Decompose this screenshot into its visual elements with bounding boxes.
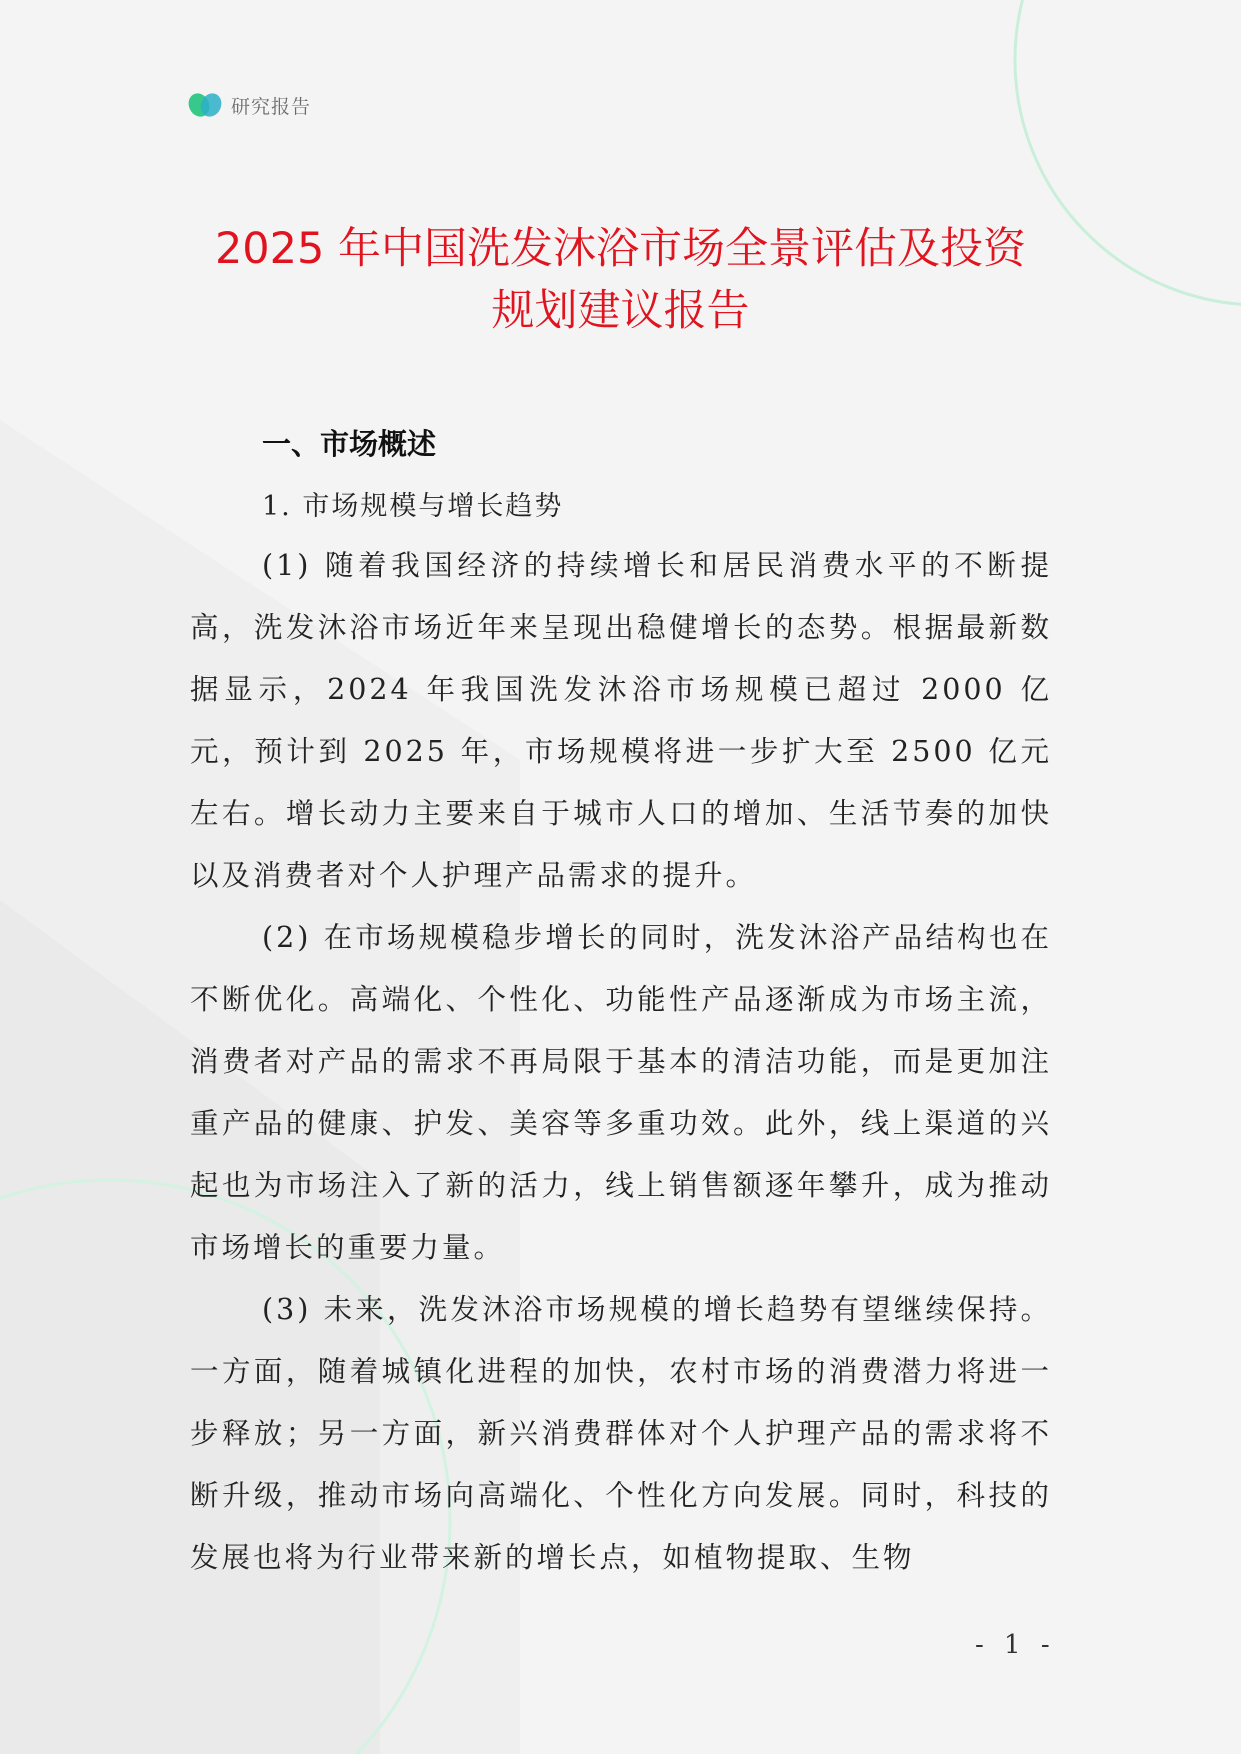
title-line-2: 规划建议报告 xyxy=(491,286,750,336)
section-heading: 一、市场概述 xyxy=(262,427,437,461)
paragraph-3: (3) 未来，洗发沐浴市场规模的增长趋势有望继续保持。一方面，随着城镇化进程的加快，农村市场的消费潜力将进一步释放；另一方面，新兴消费群体对个人护理产品的需求将不断升级，推动市场向高端化、个性化方向发展。同时，科技的发展也将为行业带来新的增长点，如植物提取、生物 xyxy=(190,1293,1052,1574)
sub-heading: 1. 市场规模与增长趋势 xyxy=(262,491,564,522)
brand-logo-icon xyxy=(187,90,223,120)
title-line-1: 2025 年中国洗发沐浴市场全景评估及投资 xyxy=(214,224,1027,274)
page-number: - 1 - xyxy=(975,1630,1056,1660)
paragraph-1: (1) 随着我国经济的持续增长和居民消费水平的不断提高，洗发沐浴市场近年来呈现出稳健增长的态势。根据最新数据显示，2024 年我国洗发沐浴市场规模已超过 2000 亿元，预计到 2025 年，市场规模将进一步扩大至 2500 亿元左右。增长动力主要来自于城市人口的增加、生活节奏的加快以及消费者对个人护理产品需求的提升。 xyxy=(190,549,1052,892)
body-text xyxy=(190,535,1052,1589)
document-title xyxy=(150,218,1091,342)
brand-header xyxy=(187,90,311,120)
brand-label: 研究报告 xyxy=(231,95,312,118)
paragraph-2: (2) 在市场规模稳步增长的同时，洗发沐浴产品结构也在不断优化。高端化、个性化、功能性产品逐渐成为市场主流，消费者对产品的需求不再局限于基本的清洁功能，而是更加注重产品的健康、护发、美容等多重功效。此外，线上渠道的兴起也为市场注入了新的活力，线上销售额逐年攀升，成为推动市场增长的重要力量。 xyxy=(190,921,1052,1264)
